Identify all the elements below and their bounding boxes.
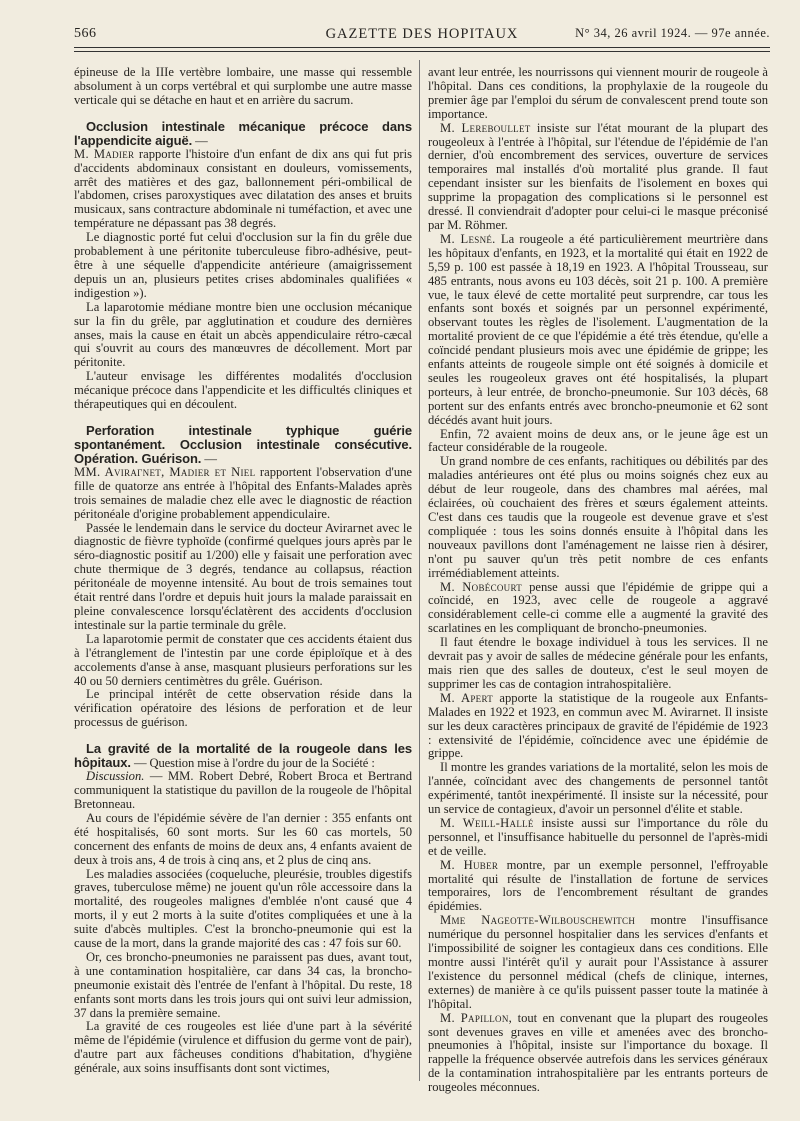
paragraph: Un grand nombre de ces enfants, rachitiques ou débilités par des maladies antérieures ont été plus ou moins soignés chez eux au début de leur rougeole, dans des chambres mal aérées, mal éclairées, où couchaient des frères et sœurs également atteints. C'est dans ces taudis que la rougeole est devenue grave et s'est compliquée : tous les soins donnés ensuite à l'hôpital dans les nouveaux pavillons dont l'aménagement ne laisse rien à désirer, n'ont pu sauver qu'un très petit nombre de ces enfants irrémédiablement atteints.: [428, 454, 768, 580]
paragraph: La gravité de ces rougeoles est liée d'une part à la sévérité même de l'épidémie (virulence et diffusion du germe vont de pair), d'autre part aux fâcheuses conditions d'habitation, d'hygiène générale, aux soins insuffisants dont sont victimes,: [74, 1019, 412, 1076]
running-header: [74, 26, 770, 46]
paragraph-text: montre, par un exemple personnel, l'effroyable mortalité qui résulte de l'installation de fortune de services temporaires, lors de l'encombrement résultant de grandes épidémies.: [428, 857, 768, 914]
paragraph-text: La rougeole a été particulièrement meurtrière dans les hôpitaux d'enfants, en 1923, et la mortalité qui était en 1922 de 5,59 p. 100 est passée à 18,19 en 1923. A l'hôpital Trousseau, sur 485 entrants, nous avons eu 103 décès, soit 21 p. 100. A première vue, le taux élevé de cette mortalité peut surprendre, car tous les enfants sont boxés et soignés par un personnel expérimenté, observant toutes les règles de l'isolement. L'augmentation de la mortalité provient de ce que l'épidémie a été très étendue, qu'elle a coïncidé pendant plusieurs mois avec une épidémie de grippe; les enfants atteints de rougeole simple ont été soignés à domicile et seules les rougeoleux graves ont été hospitalisés, la plupart porteurs, à leur entrée, de broncho-pneumonie. Sur 103 décès, 68 portent sur des enfants entrés avec broncho-pneumonie et 62 sont décédés avant huit jours.: [428, 231, 768, 427]
paragraph: [428, 581, 768, 637]
paragraph: [428, 859, 768, 915]
paragraph: La laparotomie permit de constater que ces accidents étaient dus à l'étranglement de l'intestin par une corde épiploïque et à des accolements d'anse à anse, masquant plusieurs perforations sur les 40 ou 50 derniers centimètres du grêle. Guérison.: [74, 631, 412, 688]
speaker-name: M. Papillon,: [440, 1010, 513, 1025]
paragraph-text: — MM. Robert Debré, Robert Broca et Bertrand communiquent la statistique du pavillon de la rougeole de l'hôpital Bretonneau.: [74, 769, 412, 811]
paragraph: [428, 1012, 768, 1095]
left-column: [74, 66, 412, 1097]
paragraph: [428, 122, 768, 233]
speaker-name: M. Weill-Hallé: [440, 815, 534, 830]
paragraph: Passée le lendemain dans le service du docteur Avirагnet avec le diagnostic de fièvre typhoïde (confirmé quelques jours après par le séro-diagnostic positif au 1/200) elle y faisait une perforation avec chute thermique de 3 degrés, tendance au collapsus, réaction péritonéale de moyenne intensité. Au bout de trois semaines tout était rentré dans l'ordre et depuis huit jours la malade paraissait en pleine convalescence lorsqu'éclatèrent des accidents d'occlusion intestinale sur la partie terminale du grêle.: [74, 520, 412, 632]
paragraph: [428, 233, 768, 428]
paragraph: L'auteur envisage les différentes modalités d'occlusion mécanique précoce dans l'appendicite et les difficultés cliniques et thérapeutiques qui en découlent.: [74, 369, 412, 412]
paragraph-text: rapporte l'histoire d'un enfant de dix ans qui fut pris d'accidents abdominaux consistant en douleurs, vomissements, arrêt des matières et des gaz, ballonnement péri-ombilical de l'abdomen, crises paroxystiques avec dilatation des anses et bruits musicaux, sans contracture abdominale ni tuméfaction, et avec une température ne dépassant pas 38 degrés.: [74, 146, 412, 231]
section-title: Perforation intestinale typhique guérie spontanément. Occlusion intestinale consécutive. Opération. Guérison.: [74, 422, 412, 466]
right-column: [428, 66, 768, 1097]
paragraph: [74, 770, 412, 812]
speaker-name: M. Nobécourt: [440, 579, 523, 594]
paragraph: Au cours de l'épidémie sévère de l'an dernier : 355 enfants ont été hospitalisés, 60 sont morts. Sur les 60 cas mortels, 50 concernent des enfants de moins de deux ans, 4 enfants avaient de deux à trois ans, 4 de trois à cinq ans, et 2 plus de cinq ans.: [74, 810, 412, 867]
section-title: Occlusion intestinale mécanique précoce dans l'appendicite aiguë.: [74, 118, 412, 148]
speaker-name: M. Lereboullet: [440, 120, 531, 135]
speaker-name: M. Apert: [440, 690, 494, 705]
section-title: La gravité de la mortalité de la rougeole dans les hôpitaux.: [74, 741, 412, 771]
header-rule-thin: [74, 51, 770, 52]
issue-info: N° 34, 26 avril 1924. — 97e année.: [575, 26, 770, 40]
section-title-tail: — Question mise à l'ordre du jour de la Société :: [130, 756, 375, 771]
paragraph: Or, ces broncho-pneumonies ne paraissent pas dues, avant tout, à une contamination hospitalière, car dans 34 cas, la broncho-pneumonie existait dès l'entrée de l'enfant à l'hôpital. Du reste, 18 enfants sont morts dans les trois jours qui ont suivi leur admission, 37 dans la première semaine.: [74, 949, 412, 1020]
paragraph: Il faut étendre le boxage individuel à tous les services. Il ne devrait pas y avoir de salles de médecine générale pour les enfants, mais rien que des salles de douteux, c'est le seul moyen de supprimer les cas de contagion intrahospitalière.: [428, 635, 768, 691]
paragraph-text: rapportent l'observation d'une fille de quatorze ans entrée à l'hôpital des Enfants-Malades après trois semaines de maladie chez elle avec le diagnostic de réaction péritonéale d'origine probablement appendiculaire.: [74, 464, 412, 521]
paragraph: Le principal intérêt de cette observation réside dans la vérification opératoire des lésions de perforation et de leur processus de guérison.: [74, 687, 412, 730]
paragraph: [74, 148, 412, 231]
speaker-name: MM. Avirагnet, Madier et Niel: [74, 464, 256, 479]
paragraph: Il montre les grandes variations de la mortalité, selon les mois de l'année, coïncidant avec des changements de personnel tantôt expérimenté, tantôt inexpérimenté. Il insiste sur la nécessité, pour un service de contagieux, d'avoir un personnel d'élite et stable.: [428, 760, 768, 817]
speaker-name: Mme Nageotte-Wilbouschewitch: [440, 913, 636, 928]
section-heading: [74, 742, 412, 770]
paragraph-text: tout en convenant que la plupart des rougeoles sont devenues graves en ville et amenées avec des broncho-pneumonies à l'hôpital, insiste sur l'importance du boxage. Il rappelle la fréquence observée autrefois dans les services généraux de la contamination intrahospitalière par les entrants porteurs de rougeoles méconnues.: [428, 1010, 768, 1095]
section-heading: Perforation intestinale typhique guérie spontanément. Occlusion intestinale consécutive. Opération. Guérison. —: [74, 422, 412, 466]
speaker-name: M. Lesné.: [440, 231, 496, 246]
discussion-label: Discussion.: [86, 769, 145, 784]
paragraph: [428, 692, 768, 762]
page-number: 566: [74, 26, 97, 41]
paragraph: [428, 914, 768, 1011]
paragraph: Enfin, 72 avaient moins de deux ans, or le jeune âge est un facteur considérable de la rougeole.: [428, 426, 768, 455]
journal-title: GAZETTE DES HOPITAUX: [325, 26, 519, 42]
paragraph: épineuse de la IIIe vertèbre lombaire, une masse qui ressemble absolument à un corps vertébral et qui surplombe une autre masse verticale qui se détache en haut et en arrière du sacrum.: [74, 66, 412, 107]
paragraph-text: insiste sur l'état mourant de la plupart des rougeoleux à l'entrée à l'hôpital, sur l'étendue de l'épidémie de l'an dernier, d'où encombrement des services, ouverture de services temporaires mal installés d'où mortalité plus grande. Il faut cependant insister sur les bienfaits de l'isolement en boxes qui supprime la propagation des complications si le personnel est dressé. Il conviendrait d'adopter pour celui-ci le masque préconisé par M. Röhmer.: [428, 120, 768, 232]
column-divider: [419, 60, 420, 1081]
paragraph-text: pense aussi que l'épidémie de grippe qui a coïncidé, en 1923, avec celle de rougeole a aggravé considérablement celle-ci comme elle a augmenté la gravité des scarlatines en les compliquant de broncho-pneumonies.: [428, 579, 768, 636]
speaker-name: M. Huber: [440, 857, 499, 872]
paragraph-text: insiste aussi sur l'importance du rôle du personnel, et l'insuffisance habituelle du personnel de l'après-midi et de veille.: [428, 815, 768, 858]
header-rule: [74, 47, 770, 48]
paragraph-text: apporte la statistique de la rougeole aux Enfants-Malades en 1922 et 1923, en commun avec M. Avirагnet. Il insiste sur les deux caractères principaux de gravité de l'épidémie de 1923 : extensivité de l'épidémie, coïncidence avec une épidémie de grippe.: [428, 690, 768, 761]
section-heading: Occlusion intestinale mécanique précoce dans l'appendicite aiguë. —: [74, 118, 412, 148]
paragraph: Le diagnostic porté fut celui d'occlusion sur la fin du grêle due probablement à une péritonite tuberculeuse fibro-adhésive, peut-être à une séquelle d'appendicite antérieure (amaigrissement depuis un an, plusieurs petites crises abdominales qualifiées « indigestion »).: [74, 230, 412, 300]
paragraph: avant leur entrée, les nourrissons qui viennent mourir de rougeole à l'hôpital. Dans ces conditions, la prophylaxie de la rougeole du premier âge par l'emploi du sérum de convalescent prend toute son importance.: [428, 66, 768, 121]
paragraph: [74, 466, 412, 522]
paragraph-text: montre l'insuffisance numérique du personnel hospitalier dans les services d'enfants et l'impossibilité de soigner les contagieux dans ces conditions. Elle montre aussi l'intérêt qu'il y aurait pour l'Assistance à assurer l'existence du personnel médical (chefs de clinique, internes, externes) de manière à ce qu'ils puissent passer toute la matinée à l'hôpital.: [428, 913, 768, 1011]
speaker-name: M. Madier: [74, 146, 135, 161]
paragraph: Les maladies associées (coqueluche, pleurésie, troubles digestifs graves, tuberculose même) ne jouent qu'un rôle accessoire dans la mortalité, des rougeoles malignes d'emblée n'ont causé que 4 morts, il y eut 2 morts à la suite d'otites compliquées et une à la suite d'abcès multiples. C'est la broncho-pneumonie qui est la cause de la mort, dans la grande majorité des cas : 47 fois sur 60.: [74, 866, 412, 951]
paragraph: La laparotomie médiane montre bien une occlusion mécanique sur la fin du grêle, par agglutination et coudure des dernières anses, mais la cause en était un abcès appendiculaire rétro-cæcal qui s'ouvrit au cours des manœuvres de décollement. Mort par péritonite.: [74, 299, 412, 370]
paragraph: [428, 817, 768, 859]
